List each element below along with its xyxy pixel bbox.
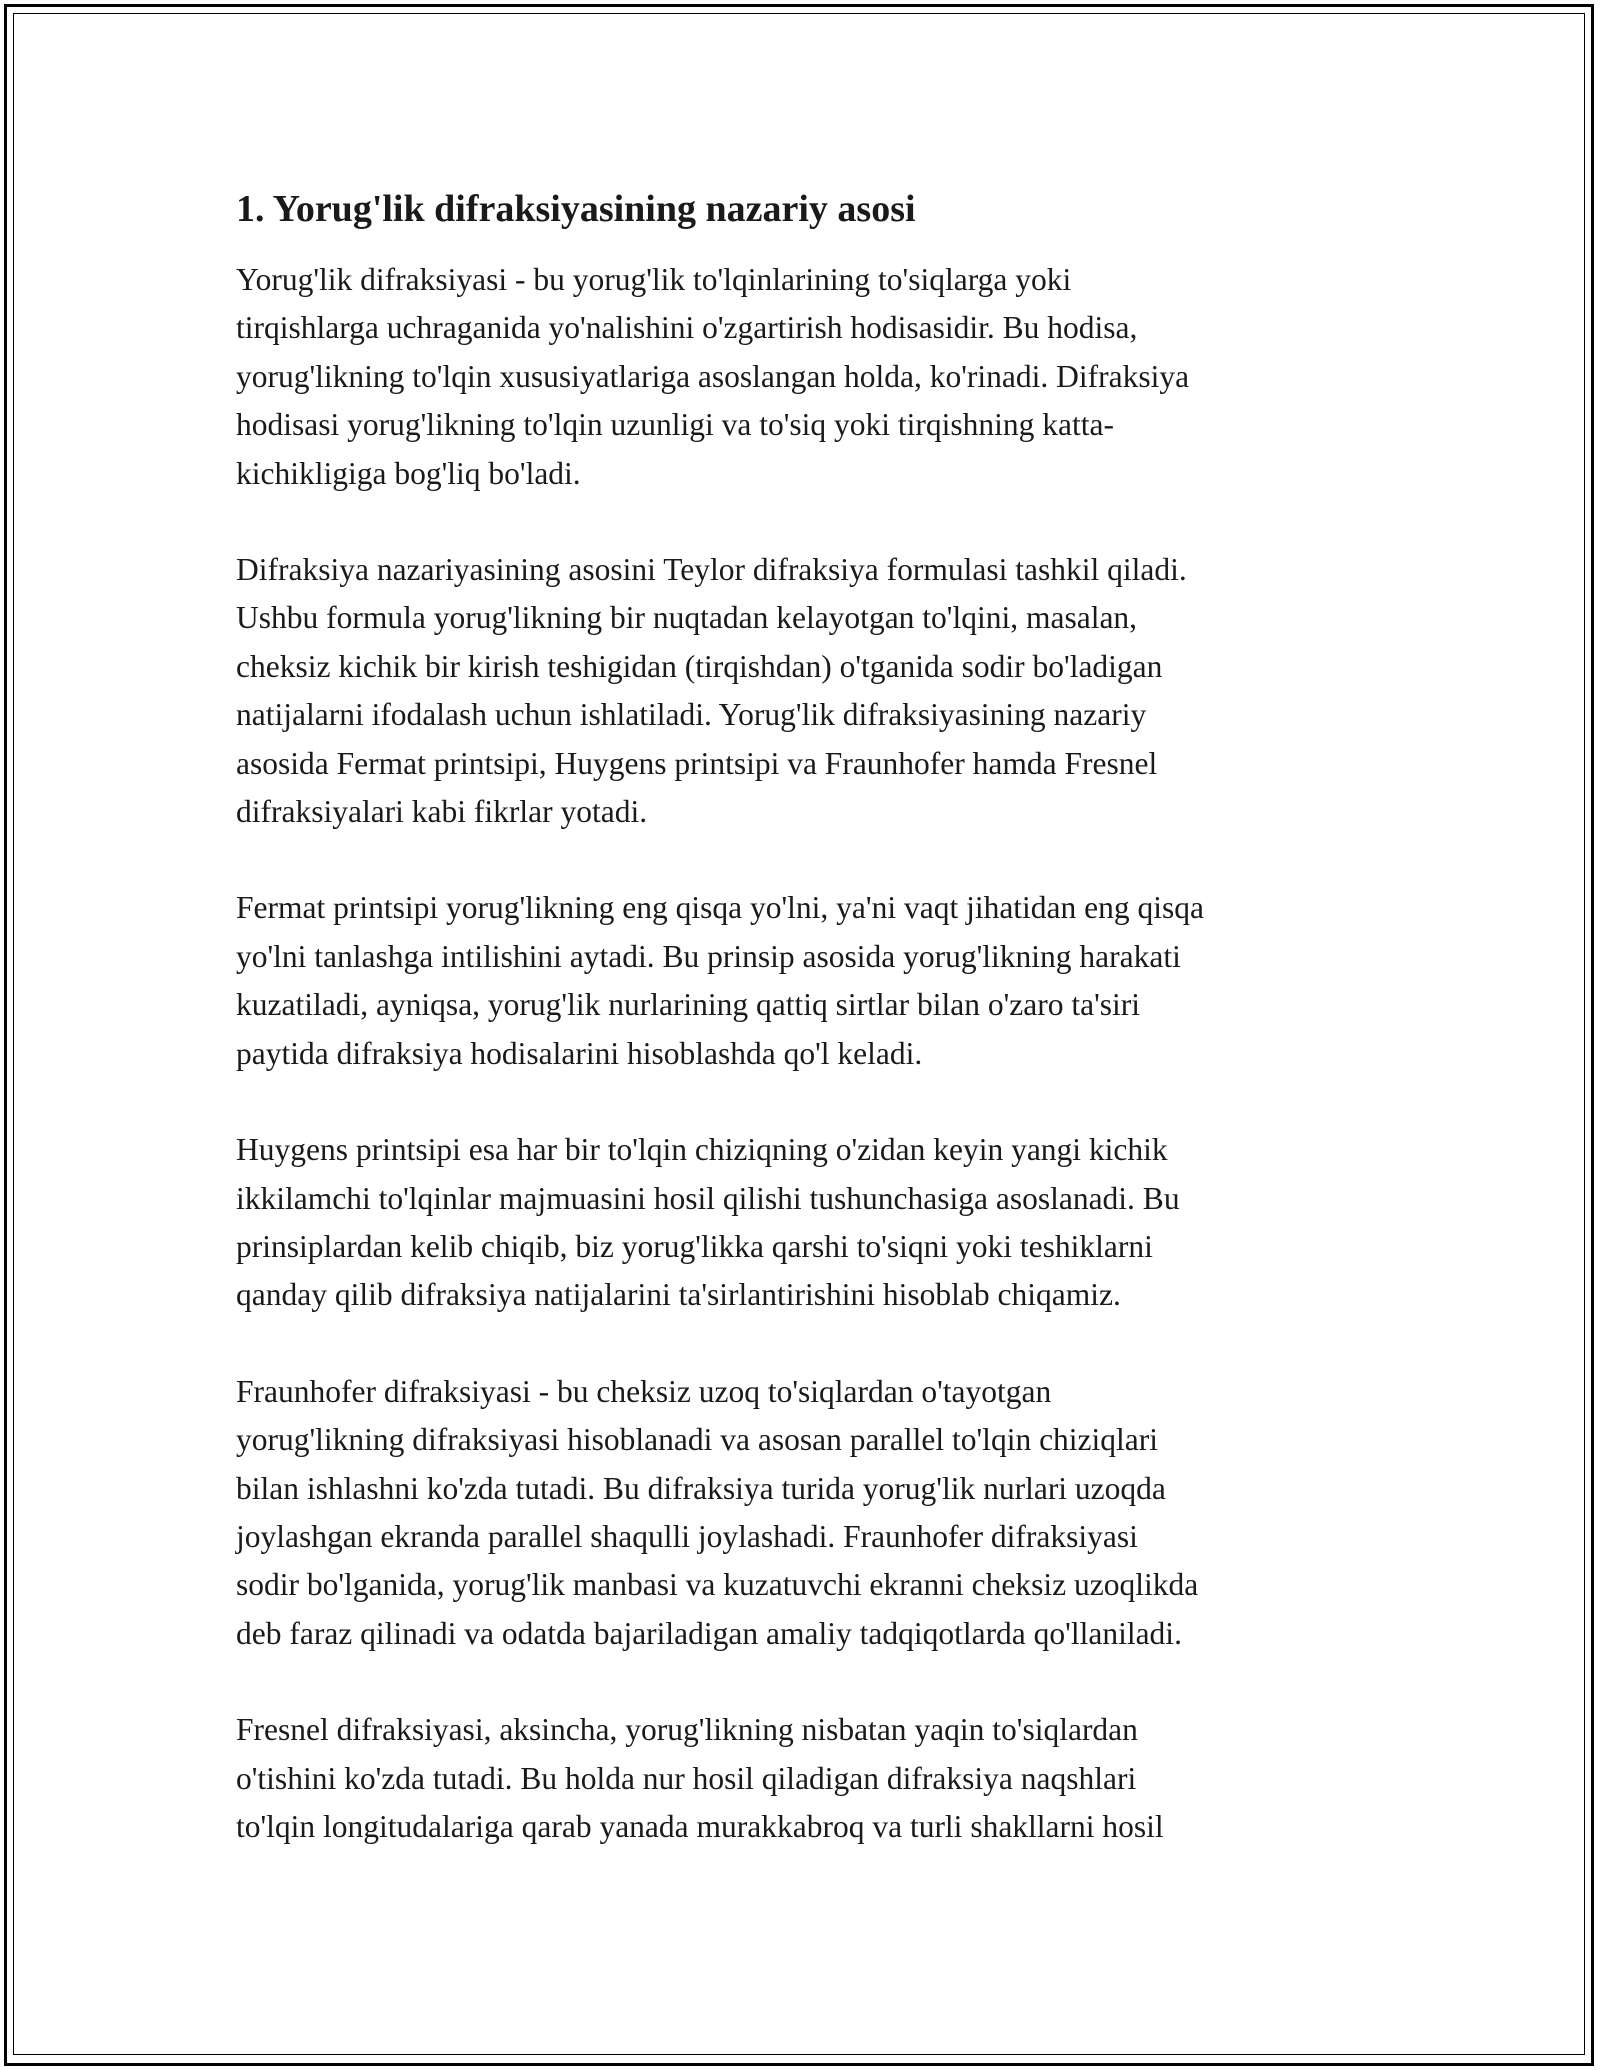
text-line: difraksiyalari kabi fikrlar yotadi. <box>236 794 648 830</box>
text-line: Fraunhofer difraksiyasi - bu cheksiz uzoq to'siqlardan o'tayotgan <box>236 1373 1052 1409</box>
text-line: yo'lni tanlashga intilishini aytadi. Bu prinsip asosida yorug'likning harakati <box>236 938 1181 974</box>
paragraph-fresnel-diffraction <box>236 1706 1376 1851</box>
text-line: Huygens printsipi esa har bir to'lqin chiziqning o'zidan keyin yangi kichik <box>236 1132 1168 1168</box>
text-line: yorug'likning to'lqin xususiyatlariga asoslangan holda, ko'rinadi. Difraksiya <box>236 358 1190 394</box>
section-heading: 1. Yorug'lik difraksiyasining nazariy asosi <box>236 188 916 230</box>
text-line: cheksiz kichik bir kirish teshigidan (tirqishdan) o'tganida sodir bo'ladigan <box>236 648 1163 684</box>
text-line: deb faraz qilinadi va odatda bajariladigan amaliy tadqiqotlarda qo'llaniladi. <box>236 1615 1182 1651</box>
text-line: prinsiplardan kelib chiqib, biz yorug'likka qarshi to'siqni yoki teshiklarni <box>236 1228 1153 1264</box>
text-line: kuzatiladi, ayniqsa, yorug'lik nurlarining qattiq sirtlar bilan o'zaro ta'siri <box>236 987 1141 1023</box>
paragraph-fraunhofer-diffraction <box>236 1368 1376 1658</box>
text-line: hodisasi yorug'likning to'lqin uzunligi va to'siq yoki tirqishning katta- <box>236 407 1114 443</box>
text-line: Difraksiya nazariyasining asosini Teylor difraksiya formulasi tashkil qiladi. <box>236 552 1187 588</box>
text-line: Fresnel difraksiyasi, aksincha, yorug'likning nisbatan yaqin to'siqlardan <box>236 1712 1138 1748</box>
text-line: tirqishlarga uchraganida yo'nalishini o'zgartirish hodisasidir. Bu hodisa, <box>236 310 1138 346</box>
paragraph-huygens-principle <box>236 1126 1376 1320</box>
text-line: to'lqin longitudalariga qarab yanada murakkabroq va turli shakllarni hosil <box>236 1808 1164 1844</box>
text-line: ikkilamchi to'lqinlar majmuasini hosil qilishi tushunchasiga asoslanadi. Bu <box>236 1180 1180 1216</box>
text-line: paytida difraksiya hodisalarini hisoblashda qo'l keladi. <box>236 1035 923 1071</box>
paragraph-fermat-principle <box>236 884 1376 1078</box>
text-line: natijalarni ifodalash uchun ishlatiladi. Yorug'lik difraksiyasining nazariy <box>236 697 1147 733</box>
text-line: Yorug'lik difraksiyasi - bu yorug'lik to'lqinlarining to'siqlarga yoki <box>236 262 1072 297</box>
text-line: joylashgan ekranda parallel shaqulli joylashadi. Fraunhofer difraksiyasi <box>236 1518 1138 1554</box>
text-line: sodir bo'lganida, yorug'lik manbasi va kuzatuvchi ekranni cheksiz uzoqlikda <box>236 1567 1199 1603</box>
document-body <box>236 186 1376 1899</box>
text-line: bilan ishlashni ko'zda tutadi. Bu difraksiya turida yorug'lik nurlari uzoqda <box>236 1470 1166 1506</box>
text-line: kichikligiga bog'liq bo'ladi. <box>236 455 581 491</box>
text-line: Ushbu formula yorug'likning bir nuqtadan kelayotgan to'lqini, masalan, <box>236 600 1138 636</box>
paragraph-theory-basis <box>236 546 1376 836</box>
text-line: o'tishini ko'zda tutadi. Bu holda nur hosil qiladigan difraksiya naqshlari <box>236 1760 1137 1796</box>
text-line: yorug'likning difraksiyasi hisoblanadi va asosan parallel to'lqin chiziqlari <box>236 1422 1159 1458</box>
text-line: Fermat printsipi yorug'likning eng qisqa yo'lni, ya'ni vaqt jihatidan eng qisqa <box>236 890 1205 926</box>
text-line: asosida Fermat printsipi, Huygens printsipi va Fraunhofer hamda Fresnel <box>236 745 1158 781</box>
paragraph-diffraction-definition <box>236 256 1376 498</box>
text-line: qanday qilib difraksiya natijalarini ta'sirlantirishini hisoblab chiqamiz. <box>236 1277 1121 1313</box>
